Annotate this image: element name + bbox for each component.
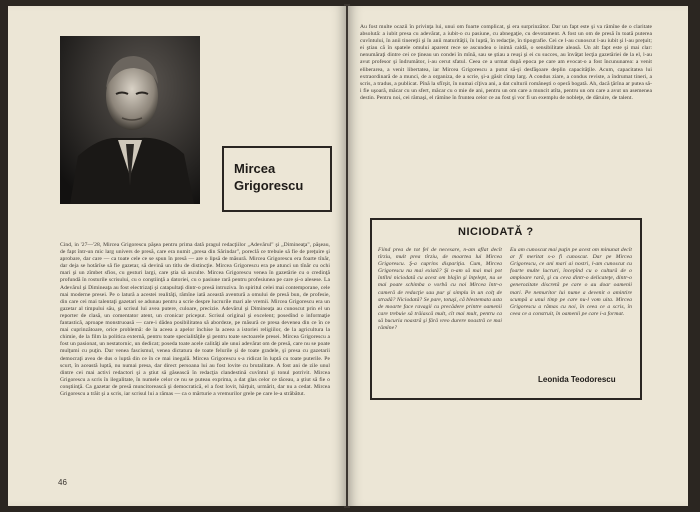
boxed-article-col1: Fiind prea de tot fel de necesare, n-am aflat decît tîrziu, mult prea tîrziu, de moartea lui Mircea Grigorescu. Ş-a cuprins dispariţia. Cum, Mircea Grigorescu nu mai există? Şi n-am să mai mai pot întîlni niciodată cu acest om blajin şi înţelept, nu se mai poate schimba o vorbă cu noi Mircea într-o cameră de redacţie sau pur şi simplu în un colţ de stradă? Niciodată? Se pare, totuşi, că blestemata asta de moarte face ravagii cu precădere printre oamenii care trebuie să trăiască mult, cît mai mult, pentru ca să bucuria noastră şi fără vreo durere noastră ce mai rămîne?	[378, 247, 502, 332]
name-last: Grigorescu	[234, 178, 304, 193]
article-text-left: Cind, in '27—'28, Mircea Grigorescu păşea pentru prima dată pragul redacţiilor „Adevărul" şi „Dimineaţa", păşeau, de fapt într-un mic larg univers de presă, care era numit „presa din Sărindar", poreclă ce trebuie să fie de preţuire şi aprobare, dar care — ca toate cele ce se spun în presă — are o lipsă de măsură. Mircea Grigorescu era foarte tînăr, dar deja se hotărîse să fie gazetar, să devină un titlu de distincţie. Mircea Grigorescu era pe atunci un tînăr cu ochi mari şi un zîmbet sfios, cu gesturi largi, care ştia să asculte. Mircea Grigorescu venea în gazetărie cu o credinţă profundă în rosturile scrisului, cu o conştiinţă a datoriei, cu o pasiune rară pentru profesiunea pe care şi-o alesese. La Adevărul şi Dimineaţa au fost electrizaţi şi catapultaţi dintr-o presă intruziva. In spiritul celei mai contemporane, cele mai moderne presei. Pe o latură a acestei realităţi, rămîne iată această aventură a omului de presă bun, de profesie, din care cei mai talentaţi gazetari se adunau pentru a scrie despre lucrurile mari ale vremii. Mircea Grigorescu era un gazetar al timpului său, şi scrisul lui avea putere, culoare, precizie. Adevărul şi Dimineaţa au cunoscut prin el un reporter de clasă, un comentator atent, un cronicar priceput. Scrisul original şi excelent; posedînd o informaţie fantastică, aproape monstruoasă — care-i dădea posibilitatea să abordeze, pe măsură ce presa devenea din ce în ce mai cuprinzătoare, orice problemă: de la aceea a apelor închise la aceea a istoriei religiilor, de la agricultura la chimie, de la film la politica externă, pentru toate specialităţile şi pentru toate sectoarele presei. Mircea Grigorescu a fost un pasionat, un nestatornic, un dedicat; poseda toate acele calităţi ale unui adevărat om de presă, care nu se poate mulţumi cu puţin. Dar venea fascismul, venea dictatura de toate felurile şi de toate gradele, şi presa cu gazetarii democraţi avea de dus o luptă din ce în ce mai inegală. Mircea Grigorescu s-a ridicat în luptă cu toate puterile. Pe scurt, în această luptă, nu numai presa, dar direct persoana lui au fost lovite cu brutalitate. A fost ani de zile unul dintre cei mai activi redactori şi a ştiut să găsească în redacţia clandestină cuvîntul şi tonul potrivit. Mircea Grigorescu a scris în ilegalitate, în numele celor ce nu se puteau exprima, a dat glas celor ce tăceau, a ştiut să fie o conştiinţă. Ca gazetar de presă muncitorească şi democratică, el a fost lovit, hărţuit, urmărit, dar nu a cedat. Mircea Grigorescu a trăit şi a scris, iar scrisul lui a rămas — ca o mărturie a vremurilor grele pe care le-a străbătut.	[60, 242, 330, 397]
page-number-left: 46	[58, 478, 67, 487]
right-page	[348, 6, 688, 506]
article-text-right: Au fost multe ocazii în privinţa lui, unui om foarte complicat, şi era surprinzător. Dar un fapt este şi va rămîne de o claritate absolută: a iubit presa cu adevărat, a iubit-o cu pasiune, cu abnegaţie, cu devotament. A fost un om de presă în toată puterea cuvîntului, în anii tinereţii şi în anii maturităţii, în luptă, în redacţie, în tipografie. Cei ce l-au cunoscut l-au iubit şi l-au preţuit; ei ştiau că în spatele omului aparent rece se ascundea o inimă caldă, o sensibilitate aleasă. Un alt fapt este şi mai clar: nenumăraţi dintre cei ce ţineau un condei în mînă, sau se ştiau a reuşi şi ei cu succes, au învăţat lecţia gazetăriei de la el, l-au avut profesor şi îndrumător, i-au cerut sfatul. Ceea ce a urmat după epoca pe care am evocat-o a fost încununarea: a venit eliberarea, a venit libertatea, iar Mircea Grigorescu a putut să-şi desfăşoare deplin capacităţile. Acum, capacitatea lui extraordinară de a munci, de a organiza, de a scrie, şi-a găsit cîmp larg. A condus ziare, a condus reviste, a îndrumat tineri, a scris, a tradus, a publicat. Pînă la sfîrşit, în numai cîţiva ani, a dat culturii româneşti o operă bogată. Ah, dacă ţărîna ar putea să-i fie uşoară, măcar cu un sfert, măcar cu o mie de ani, pentru un om care a muncit atîta, pentru un om care a avut un asemenea destin. Pentru noi, cei rămaşi, el rămîne în fruntea celor ce au fost şi vor fi un exemplu de nobleţe, de dăruire, de talent.	[360, 24, 652, 101]
name-first: Mircea	[234, 161, 276, 176]
name-box	[222, 146, 332, 212]
portrait-photo	[60, 36, 200, 204]
boxed-article-signature: Leonida Teodorescu	[538, 375, 616, 384]
boxed-article-col2: Eu am cunoscut mai puţin pe acest om minunat decît ar fi meritat s-o fi cunoscut. Dar pe Mircea Grigorescu, ce ani mari ai nostri, l-am cunoscut cu foarte multe lucruri, începînd cu o cultură de o amploare rară, şi cu ceva dintr-o delicateţe, dintr-o generozitate discretă pe care o au doar oamenii mari. Pe nemuritor lui nume a devenit o amintire scumpă a unui timp pe care nu-l vom uita. Mircea Grigorescu a rămas cu noi, în ceea ce a scris, în ceea ce a construit, în oamenii pe care i-a format.	[510, 247, 632, 317]
left-page	[8, 6, 346, 506]
boxed-article-title: NICIODATĂ ?	[458, 226, 534, 238]
